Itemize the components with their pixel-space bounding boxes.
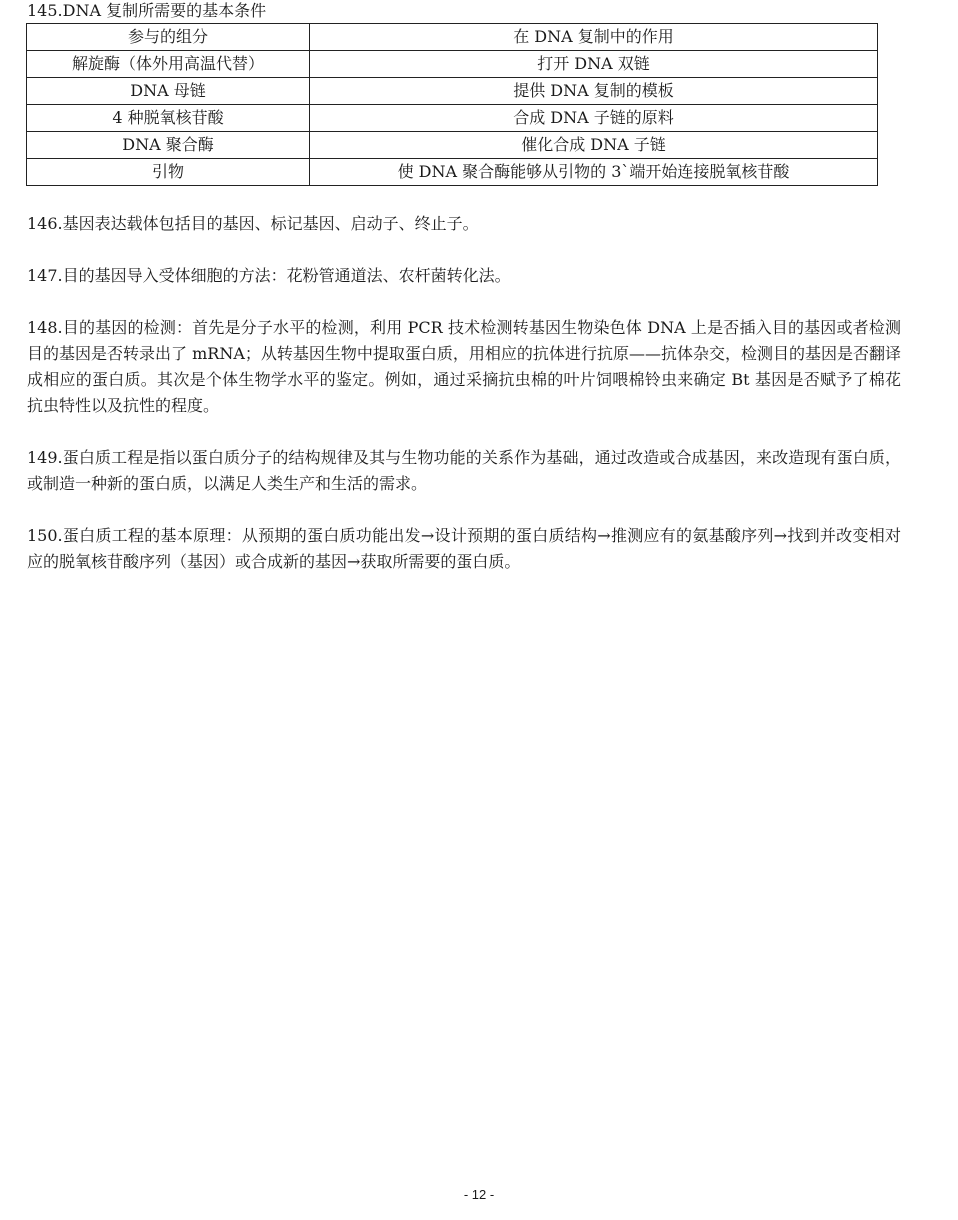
table-cell-component: DNA 聚合酶 bbox=[27, 132, 310, 159]
table-cell-role: 合成 DNA 子链的原料 bbox=[310, 105, 878, 132]
table-row bbox=[27, 159, 878, 186]
paragraph-150: 150.蛋白质工程的基本原理：从预期的蛋白质功能出发→设计预期的蛋白质结构→推测应有的氨基酸序列→找到并改变相对应的脱氧核苷酸序列（基因）或合成新的基因→获取所需要的蛋白质。 bbox=[27, 526, 901, 571]
table-cell-role: 催化合成 DNA 子链 bbox=[310, 132, 878, 159]
table-cell-role: 提供 DNA 复制的模板 bbox=[310, 78, 878, 105]
table-row bbox=[27, 105, 878, 132]
paragraph-147: 147.目的基因导入受体细胞的方法：花粉管通道法、农杆菌转化法。 bbox=[27, 266, 511, 285]
table-row bbox=[27, 51, 878, 78]
paragraph-148: 148.目的基因的检测：首先是分子水平的检测，利用 PCR 技术检测转基因生物染色体 DNA 上是否插入目的基因或者检测目的基因是否转录出了 mRNA；从转基因生物中提取蛋白质，用相应的抗体进行抗原——抗体杂交，检测目的基因是否翻译成相应的蛋白质。其次是个体生物学水平的鉴定。例如，通过采摘抗虫棉的叶片饲喂棉铃虫来确定 Bt 基因是否赋予了棉花抗虫特性以及抗性的程度。 bbox=[27, 318, 901, 415]
table-header-row bbox=[27, 24, 878, 51]
paragraph-146: 146.基因表达载体包括目的基因、标记基因、启动子、终止子。 bbox=[27, 214, 479, 233]
table-cell-component: 引物 bbox=[27, 159, 310, 186]
table-cell-component: 4 种脱氧核苷酸 bbox=[27, 105, 310, 132]
table-row bbox=[27, 78, 878, 105]
page-number: - 12 - bbox=[463, 1187, 495, 1202]
table-cell-component: DNA 母链 bbox=[27, 78, 310, 105]
paragraph-149: 149.蛋白质工程是指以蛋白质分子的结构规律及其与生物功能的关系作为基础，通过改造或合成基因，来改造现有蛋白质，或制造一种新的蛋白质，以满足人类生产和生活的需求。 bbox=[27, 448, 901, 493]
dna-replication-conditions-table bbox=[26, 23, 878, 186]
table-row bbox=[27, 132, 878, 159]
table-cell-role: 打开 DNA 双链 bbox=[310, 51, 878, 78]
section-title: 145.DNA 复制所需要的基本条件 bbox=[27, 1, 267, 20]
table-header-cell: 在 DNA 复制中的作用 bbox=[310, 24, 878, 51]
table-cell-component: 解旋酶（体外用高温代替） bbox=[27, 51, 310, 78]
table-header-cell: 参与的组分 bbox=[27, 24, 310, 51]
table-cell-role: 使 DNA 聚合酶能够从引物的 3`端开始连接脱氧核苷酸 bbox=[310, 159, 878, 186]
